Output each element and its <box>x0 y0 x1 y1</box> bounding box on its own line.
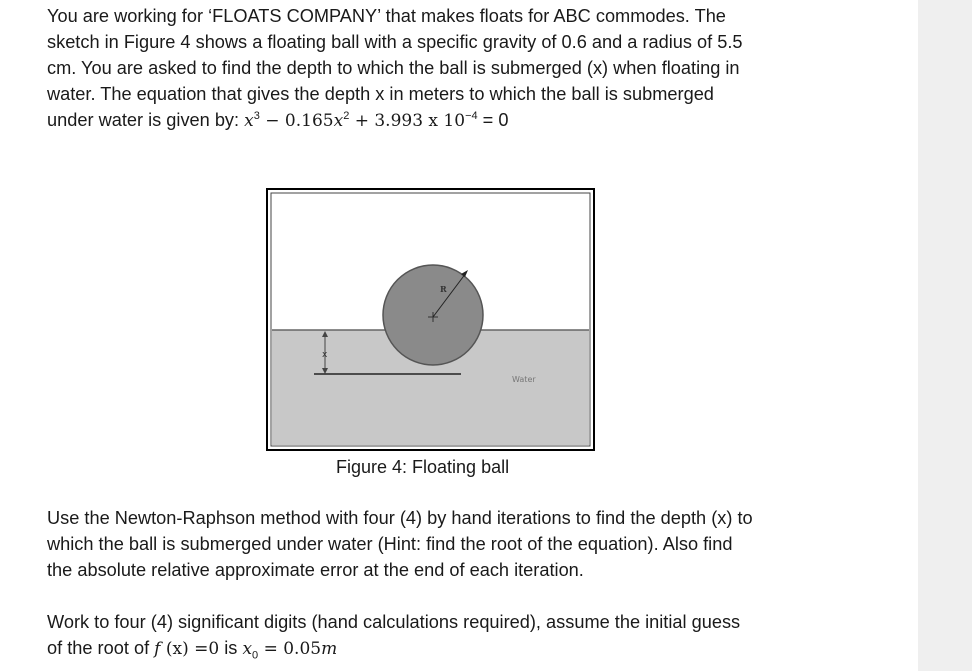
x0-unit: m <box>321 639 338 659</box>
eq-x: x <box>244 111 254 131</box>
line: the absolute relative approximate error at the end of each iteration. <box>47 560 584 580</box>
line: of the root of <box>47 638 155 658</box>
line: sketch in Figure 4 shows a floating ball with a specific gravity of 0.6 and a radius of 5.5 <box>47 32 743 52</box>
eq-term: + 3.993 x 10 <box>349 111 466 131</box>
line: Use the Newton-Raphson method with four (4) by hand iterations to find the depth (x) to <box>47 508 753 528</box>
x0-subscript: 0 <box>252 649 259 662</box>
func-zero: 0 <box>208 639 220 659</box>
label-water: Water <box>512 375 536 384</box>
line: Work to four (4) significant digits (hand calculations required), assume the initial guess <box>47 612 741 632</box>
line: which the ball is submerged under water (Hint: find the root of the equation). Also find <box>47 534 733 554</box>
eq-exp: 2 <box>343 110 350 122</box>
eq-term: − 0.165 <box>259 111 334 131</box>
figure-caption: Figure 4: Floating ball <box>336 457 510 477</box>
eq-equals: = 0 <box>477 110 509 130</box>
line: You are working for ‘FLOATS COMPANY’ that makes floats for ABC commodes. The <box>47 6 726 26</box>
label-r: R <box>440 284 447 294</box>
page-right-margin <box>918 0 972 671</box>
problem-paragraph-2 <box>47 505 827 583</box>
x0-symbol: x <box>242 639 253 659</box>
problem-paragraph-3 <box>47 609 827 662</box>
eq-exp: 3 <box>253 110 260 122</box>
line: under water is given by: <box>47 110 245 130</box>
x0-value: = 0.05 <box>258 639 322 659</box>
text-is: is <box>219 638 243 658</box>
line: water. The equation that gives the depth x in meters to which the ball is submerged <box>47 84 714 104</box>
eq-x: x <box>333 111 344 131</box>
problem-paragraph-1 <box>47 3 827 134</box>
equation <box>244 110 508 130</box>
eq-exp: −4 <box>465 110 478 122</box>
line: cm. You are asked to find the depth to which the ball is submerged (x) when floating in <box>47 58 740 78</box>
label-x: x <box>322 350 328 360</box>
func-arg: (x) = <box>160 639 209 659</box>
func-f: f <box>154 639 161 659</box>
floating-ball-figure <box>266 188 595 451</box>
